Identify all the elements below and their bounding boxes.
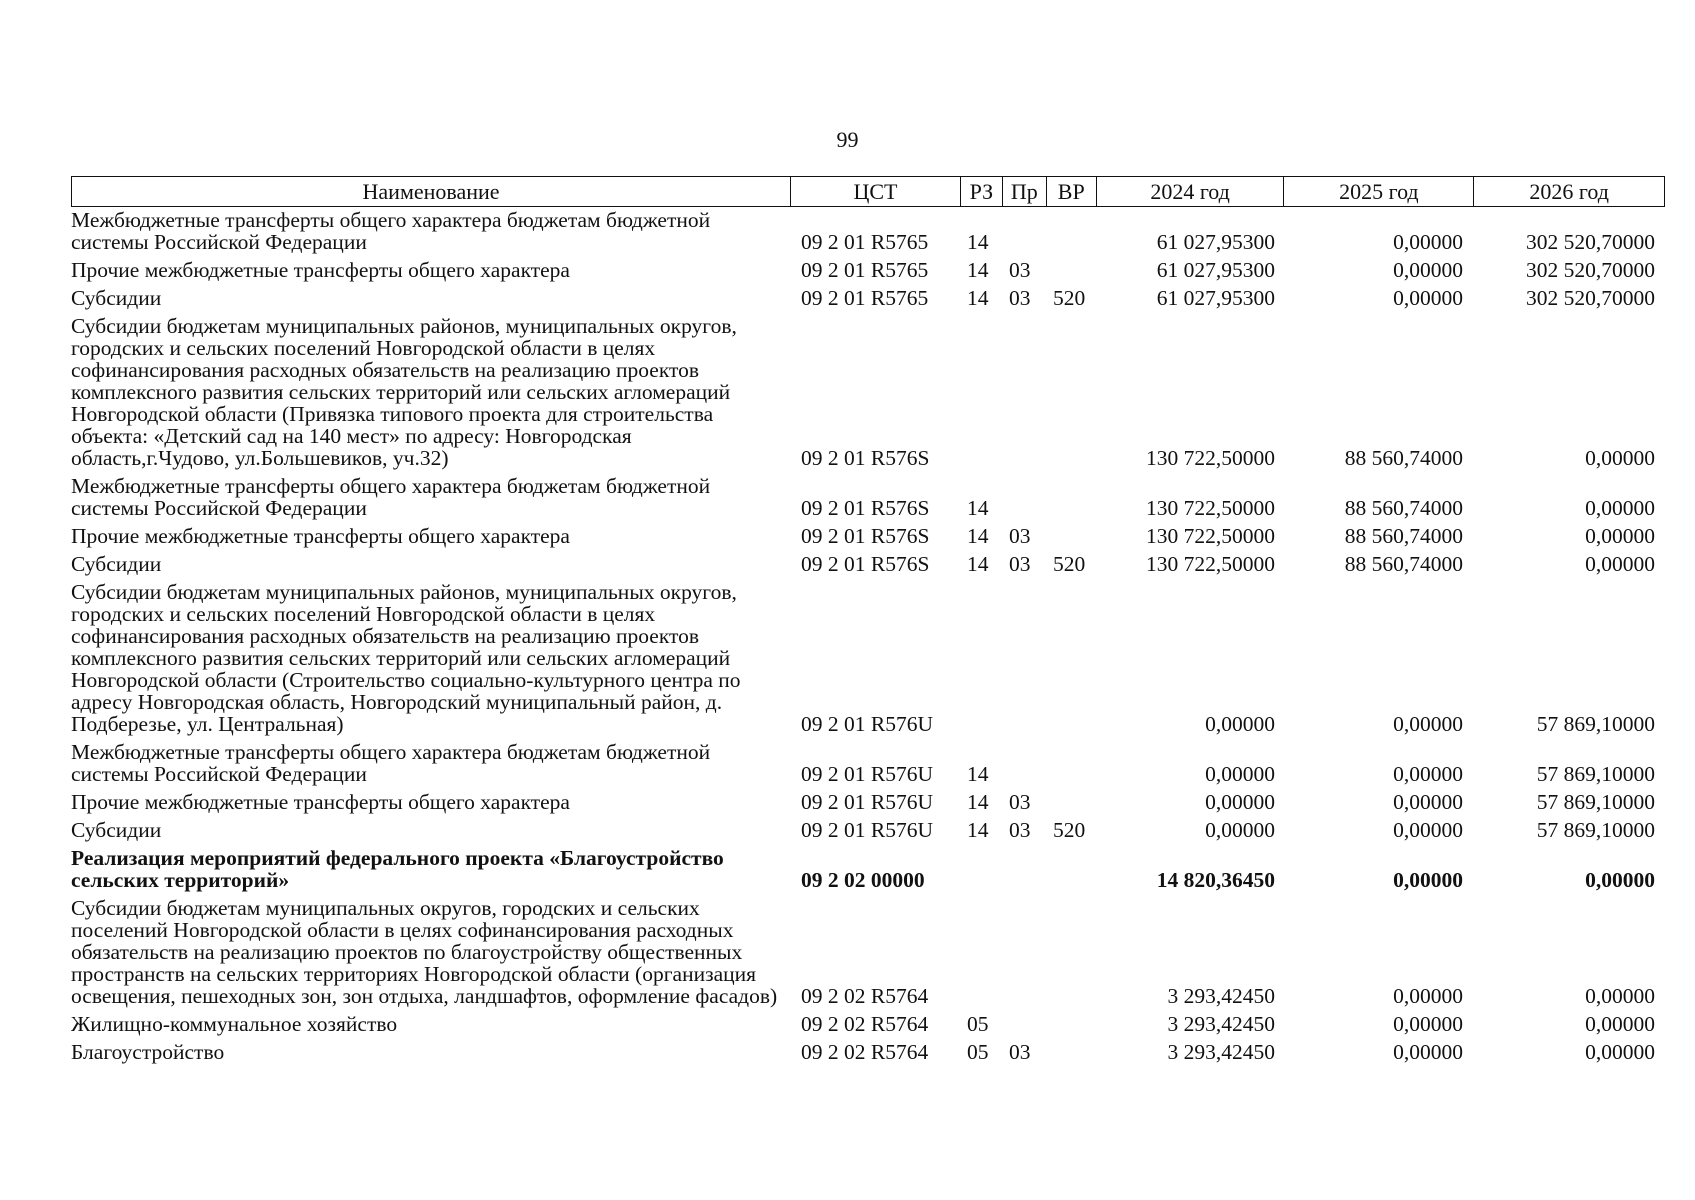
- cell-y2026: 57 869,10000: [1536, 790, 1655, 814]
- cell-pr: 03: [1009, 818, 1031, 842]
- cell-name: Субсидии: [71, 286, 162, 310]
- cell-cst: 09 2 01 R576S: [801, 524, 930, 548]
- cell-y2026: 0,00000: [1585, 446, 1655, 470]
- cell-y2024: 3 293,42450: [1167, 1012, 1275, 1036]
- cell-cst: 09 2 01 R576U: [801, 712, 933, 736]
- cell-cst: 09 2 02 00000: [801, 868, 925, 892]
- cell-rz: 14: [967, 552, 989, 576]
- cell-y2024: 130 722,50000: [1146, 496, 1275, 520]
- cell-rz: 05: [967, 1012, 989, 1036]
- cell-name: Благоустройство: [71, 1040, 225, 1064]
- cell-y2025: 0,00000: [1393, 818, 1463, 842]
- cell-name: Субсидии: [71, 552, 162, 576]
- cell-y2026: 0,00000: [1585, 1012, 1655, 1036]
- cell-y2024: 0,00000: [1205, 818, 1275, 842]
- cell-rz: 14: [967, 230, 989, 254]
- cell-name: Реализация мероприятий федерального проекта «Благоустройство сельских территорий»: [71, 846, 724, 892]
- cell-y2026: 57 869,10000: [1536, 818, 1655, 842]
- cell-y2025: 0,00000: [1393, 286, 1463, 310]
- cell-rz: 14: [967, 790, 989, 814]
- cell-y2026: 302 520,70000: [1526, 286, 1655, 310]
- cell-pr: 03: [1009, 790, 1031, 814]
- cell-y2025: 88 560,74000: [1344, 446, 1463, 470]
- cell-cst: 09 2 01 R576U: [801, 818, 933, 842]
- cell-name: Жилищно-коммунальное хозяйство: [71, 1012, 398, 1036]
- table-row: [71, 847, 1665, 891]
- cell-rz: 05: [967, 1040, 989, 1064]
- cell-y2024: 0,00000: [1205, 762, 1275, 786]
- cell-name: Субсидии бюджетам муниципальных районов, муниципальных округов, городских и сельских поселений Новгородской области в целях софинансирования расходных обязательств на реализацию проектов комплексного развития сельских территорий или сельских агломераций Новгородской области (Строительство социально-культурного центра по адресу Новгородская область, Новгородский муниципальный район, д. Подберезье, ул. Центральная): [71, 580, 741, 736]
- cell-pr: 03: [1009, 552, 1031, 576]
- cell-pr: 03: [1009, 258, 1031, 282]
- cell-cst: 09 2 01 R5765: [801, 230, 929, 254]
- table-header: [71, 176, 1665, 207]
- cell-y2026: 0,00000: [1585, 524, 1655, 548]
- table-row: [71, 1041, 1665, 1063]
- cell-cst: 09 2 02 R5764: [801, 1040, 929, 1064]
- cell-y2024: 3 293,42450: [1167, 1040, 1275, 1064]
- page-number: 99: [836, 127, 859, 152]
- cell-y2025: 0,00000: [1393, 230, 1463, 254]
- cell-name: Субсидии бюджетам муниципальных округов, городских и сельских поселений Новгородской области в целях софинансирования расходных обязательств на реализацию проектов по благоустройству общественных пространств на сельских территориях Новгородской области (организация освещения, пешеходных зон, зон отдыха, ландшафтов, оформление фасадов): [71, 896, 778, 1008]
- cell-name: Субсидии бюджетам муниципальных районов, муниципальных округов, городских и сельских поселений Новгородской области в целях софинансирования расходных обязательств на реализацию проектов комплексного развития сельских территорий или сельских агломераций Новгородской области (Привязка типового проекта для строительства объекта: «Детский сад на 140 мест» по адресу: Новгородская область,г.Чудово, ул.Большевиков, уч.32): [71, 314, 737, 470]
- cell-name: Субсидии: [71, 818, 162, 842]
- table-row: [71, 475, 1665, 519]
- cell-y2026: 302 520,70000: [1526, 230, 1655, 254]
- cell-cst: 09 2 02 R5764: [801, 984, 929, 1008]
- cell-y2024: 130 722,50000: [1146, 446, 1275, 470]
- cell-pr: 03: [1009, 524, 1031, 548]
- cell-y2025: 0,00000: [1393, 712, 1463, 736]
- cell-name: Межбюджетные трансферты общего характера бюджетам бюджетной системы Российской Федерации: [71, 474, 711, 520]
- cell-rz: 14: [967, 762, 989, 786]
- header-rz: РЗ: [961, 177, 1003, 206]
- cell-y2026: 0,00000: [1585, 984, 1655, 1008]
- cell-y2024: 130 722,50000: [1146, 524, 1275, 548]
- table-row: [71, 553, 1665, 575]
- header-pr: Пр: [1003, 177, 1047, 206]
- cell-cst: 09 2 01 R576S: [801, 446, 930, 470]
- cell-cst: 09 2 02 R5764: [801, 1012, 929, 1036]
- cell-y2026: 0,00000: [1585, 868, 1655, 892]
- table-row: [71, 315, 1665, 469]
- header-name: Наименование: [72, 177, 791, 206]
- cell-name: Межбюджетные трансферты общего характера бюджетам бюджетной системы Российской Федерации: [71, 740, 711, 786]
- table-row: [71, 259, 1665, 281]
- cell-cst: 09 2 01 R5765: [801, 286, 929, 310]
- table-body: [71, 209, 1665, 1069]
- cell-name: Прочие межбюджетные трансферты общего характера: [71, 790, 570, 814]
- cell-vr: 520: [1053, 286, 1086, 310]
- cell-y2026: 0,00000: [1585, 1040, 1655, 1064]
- table-row: [71, 581, 1665, 735]
- cell-y2026: 0,00000: [1585, 552, 1655, 576]
- table-row: [71, 525, 1665, 547]
- cell-vr: 520: [1053, 818, 1086, 842]
- cell-rz: 14: [967, 524, 989, 548]
- cell-cst: 09 2 01 R5765: [801, 258, 929, 282]
- cell-y2024: 130 722,50000: [1146, 552, 1275, 576]
- header-2024: 2024 год: [1097, 177, 1285, 206]
- table-row: [71, 287, 1665, 309]
- table-row: [71, 791, 1665, 813]
- cell-y2025: 88 560,74000: [1344, 496, 1463, 520]
- cell-cst: 09 2 01 R576U: [801, 790, 933, 814]
- cell-vr: 520: [1053, 552, 1086, 576]
- cell-cst: 09 2 01 R576S: [801, 552, 930, 576]
- cell-pr: 03: [1009, 286, 1031, 310]
- cell-y2026: 57 869,10000: [1536, 712, 1655, 736]
- cell-y2025: 0,00000: [1393, 258, 1463, 282]
- cell-y2024: 0,00000: [1205, 790, 1275, 814]
- cell-y2024: 3 293,42450: [1167, 984, 1275, 1008]
- cell-y2026: 0,00000: [1585, 496, 1655, 520]
- cell-y2025: 88 560,74000: [1344, 552, 1463, 576]
- cell-rz: 14: [967, 496, 989, 520]
- table-row: [71, 741, 1665, 785]
- header-vr: ВР: [1047, 177, 1097, 206]
- cell-y2024: 0,00000: [1205, 712, 1275, 736]
- cell-y2024: 14 820,36450: [1156, 868, 1275, 892]
- cell-rz: 14: [967, 818, 989, 842]
- cell-cst: 09 2 01 R576U: [801, 762, 933, 786]
- table-row: [71, 819, 1665, 841]
- cell-y2025: 0,00000: [1393, 1012, 1463, 1036]
- table-row: [71, 897, 1665, 1007]
- cell-y2024: 61 027,95300: [1156, 230, 1275, 254]
- header-2025: 2025 год: [1284, 177, 1474, 206]
- cell-y2025: 0,00000: [1393, 762, 1463, 786]
- cell-rz: 14: [967, 286, 989, 310]
- cell-name: Межбюджетные трансферты общего характера бюджетам бюджетной системы Российской Федерации: [71, 208, 711, 254]
- cell-y2025: 88 560,74000: [1344, 524, 1463, 548]
- cell-y2025: 0,00000: [1393, 1040, 1463, 1064]
- cell-name: Прочие межбюджетные трансферты общего характера: [71, 258, 570, 282]
- cell-y2025: 0,00000: [1393, 790, 1463, 814]
- header-cst: ЦСТ: [791, 177, 961, 206]
- cell-y2025: 0,00000: [1393, 868, 1463, 892]
- cell-y2026: 57 869,10000: [1536, 762, 1655, 786]
- cell-y2026: 302 520,70000: [1526, 258, 1655, 282]
- table-row: [71, 209, 1665, 253]
- header-2026: 2026 год: [1529, 179, 1609, 204]
- cell-y2025: 0,00000: [1393, 984, 1463, 1008]
- cell-pr: 03: [1009, 1040, 1031, 1064]
- cell-y2024: 61 027,95300: [1156, 258, 1275, 282]
- cell-y2024: 61 027,95300: [1156, 286, 1275, 310]
- table-row: [71, 1013, 1665, 1035]
- cell-name: Прочие межбюджетные трансферты общего характера: [71, 524, 570, 548]
- cell-cst: 09 2 01 R576S: [801, 496, 930, 520]
- cell-rz: 14: [967, 258, 989, 282]
